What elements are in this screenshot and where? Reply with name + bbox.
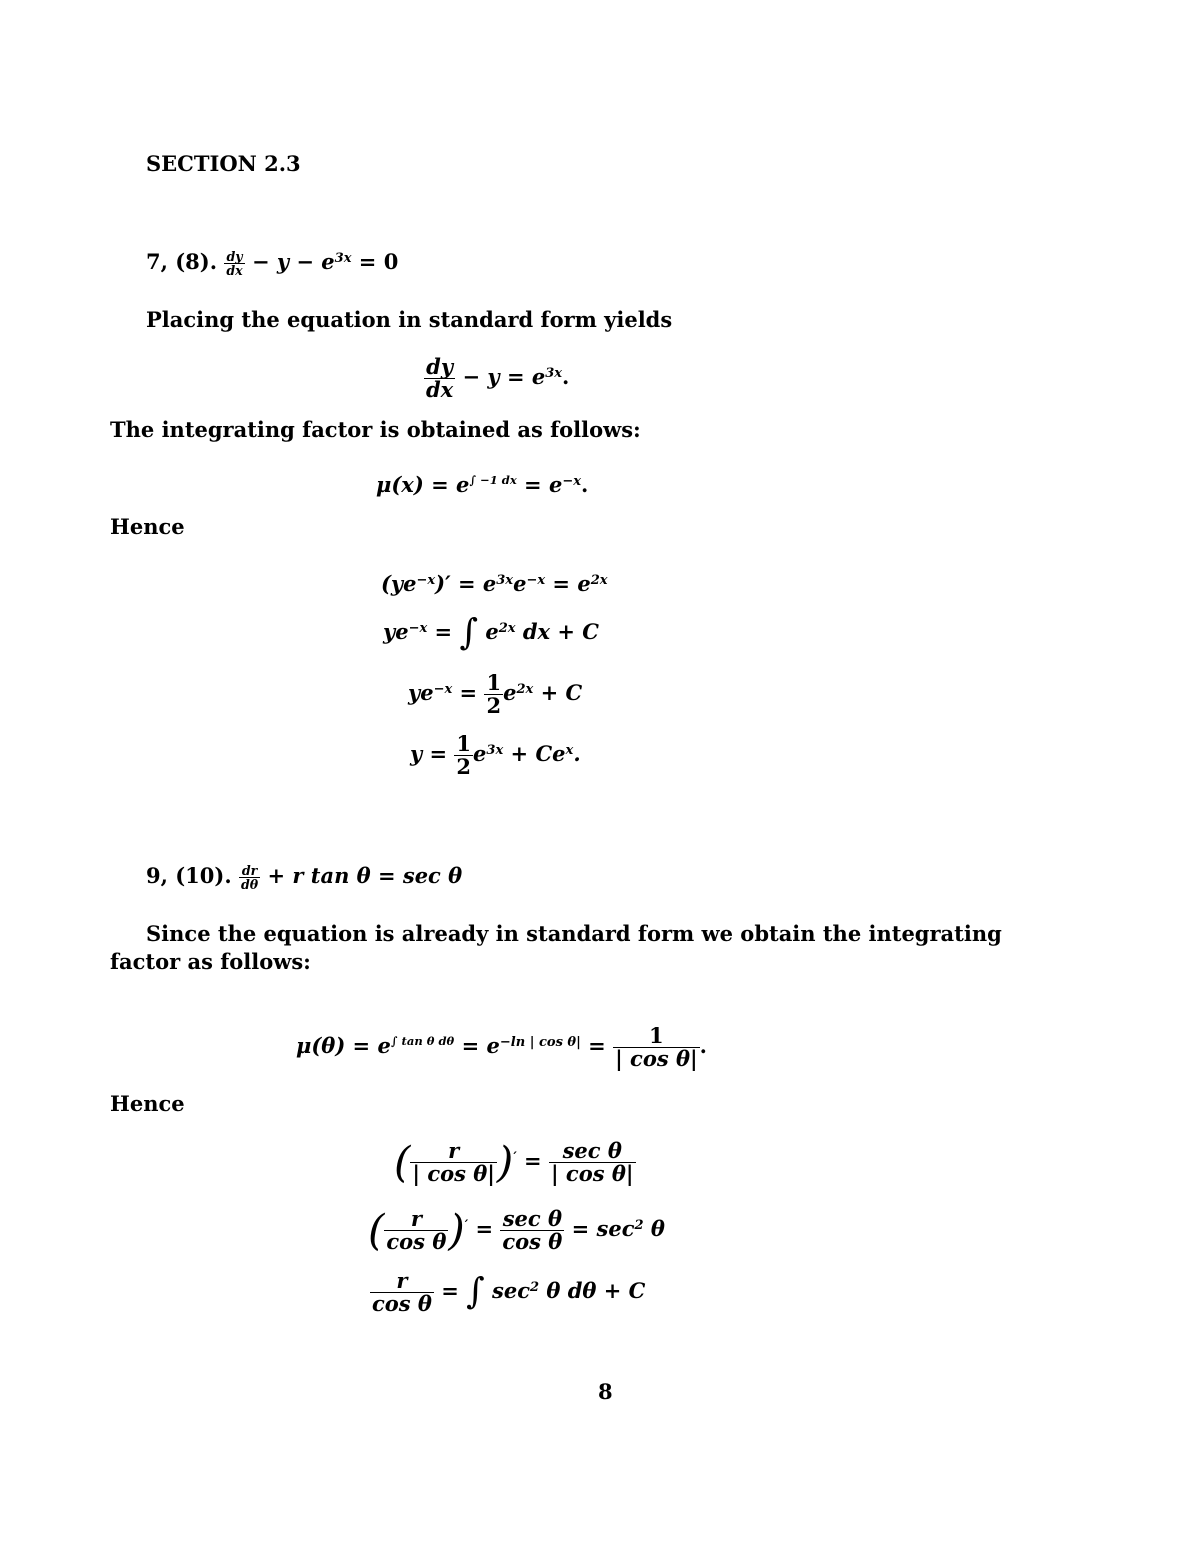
problem-9-fraction: $\frac{dr}{d\theta}$ <box>240 863 259 893</box>
integral-sign: ∫ <box>466 1270 485 1312</box>
problem-7-label: 7, (8). <box>146 249 218 275</box>
problem-7-fraction: $\frac{dy}{dx}$ <box>226 249 243 279</box>
problem-7-integrating-factor: $\mu(x) = e^{\int -1 dx} = e^{-x}$. <box>376 472 589 497</box>
problem-9-label: 9, (10). <box>146 863 232 889</box>
problem-7-step-4: y = $\frac{1}{2}$ $e^{3x} + Ce^x$. <box>410 731 581 780</box>
problem-9-text-line-2: factor as follows: <box>110 949 311 974</box>
section-title: SECTION 2.3 <box>146 151 301 176</box>
page-number: 8 <box>598 1379 613 1404</box>
problem-7-step-3: $ye^{-x}$ = $\frac{1}{2}$ $e^{2x} + C$ <box>408 670 583 719</box>
problem-9-step-3: $\frac{r}{\text{cos θ}}$ = ∫ $\sec^2 \theta$ dθ + C <box>372 1268 646 1317</box>
problem-7-step-1: $(ye^{-x})' = e^{3x}e^{-x} = e^{2x}$ <box>381 571 608 596</box>
problem-9-step-1: ( $\frac{r}{\text{| cos θ|}}$ )′ = sec θ | cos θ| <box>394 1137 634 1187</box>
problem-9-step-2: ( $\frac{r}{\text{cos θ}}$ )′ = sec θ cos θ = $\sec^2 \theta$ <box>368 1205 665 1255</box>
problem-7-statement: 7, (8). $\frac{dy}{dx}$ − $y - e^{3x} = 0$ <box>146 249 399 279</box>
problem-7-text-1: Placing the equation in standard form yields <box>146 307 673 332</box>
problem-7-text-2: The integrating factor is obtained as follows: <box>110 417 641 442</box>
problem-7-hence: Hence <box>110 514 185 539</box>
problem-9-statement: 9, (10). $\frac{dr}{d\theta}$ + r tan θ = sec θ <box>146 863 463 893</box>
problem-9-hence: Hence <box>110 1091 185 1116</box>
problem-7-standard-form: $\frac{dy}{dx}$ − $y = e^{3x}$. <box>426 354 570 403</box>
problem-9-integrating-factor: $\mu(\theta) = e^{\int tan \theta d\theta} = e^{-ln | cos \theta|}$ = $\frac{1}{\text{| cos θ|}}$ . <box>296 1023 707 1072</box>
integral-sign: ∫ <box>459 611 479 653</box>
problem-9-text-line-1: Since the equation is already in standard form we obtain the integrating <box>146 921 1002 946</box>
problem-7-step-2: $ye^{-x}$ = ∫ $e^{2x}$ dx + C <box>383 611 600 653</box>
